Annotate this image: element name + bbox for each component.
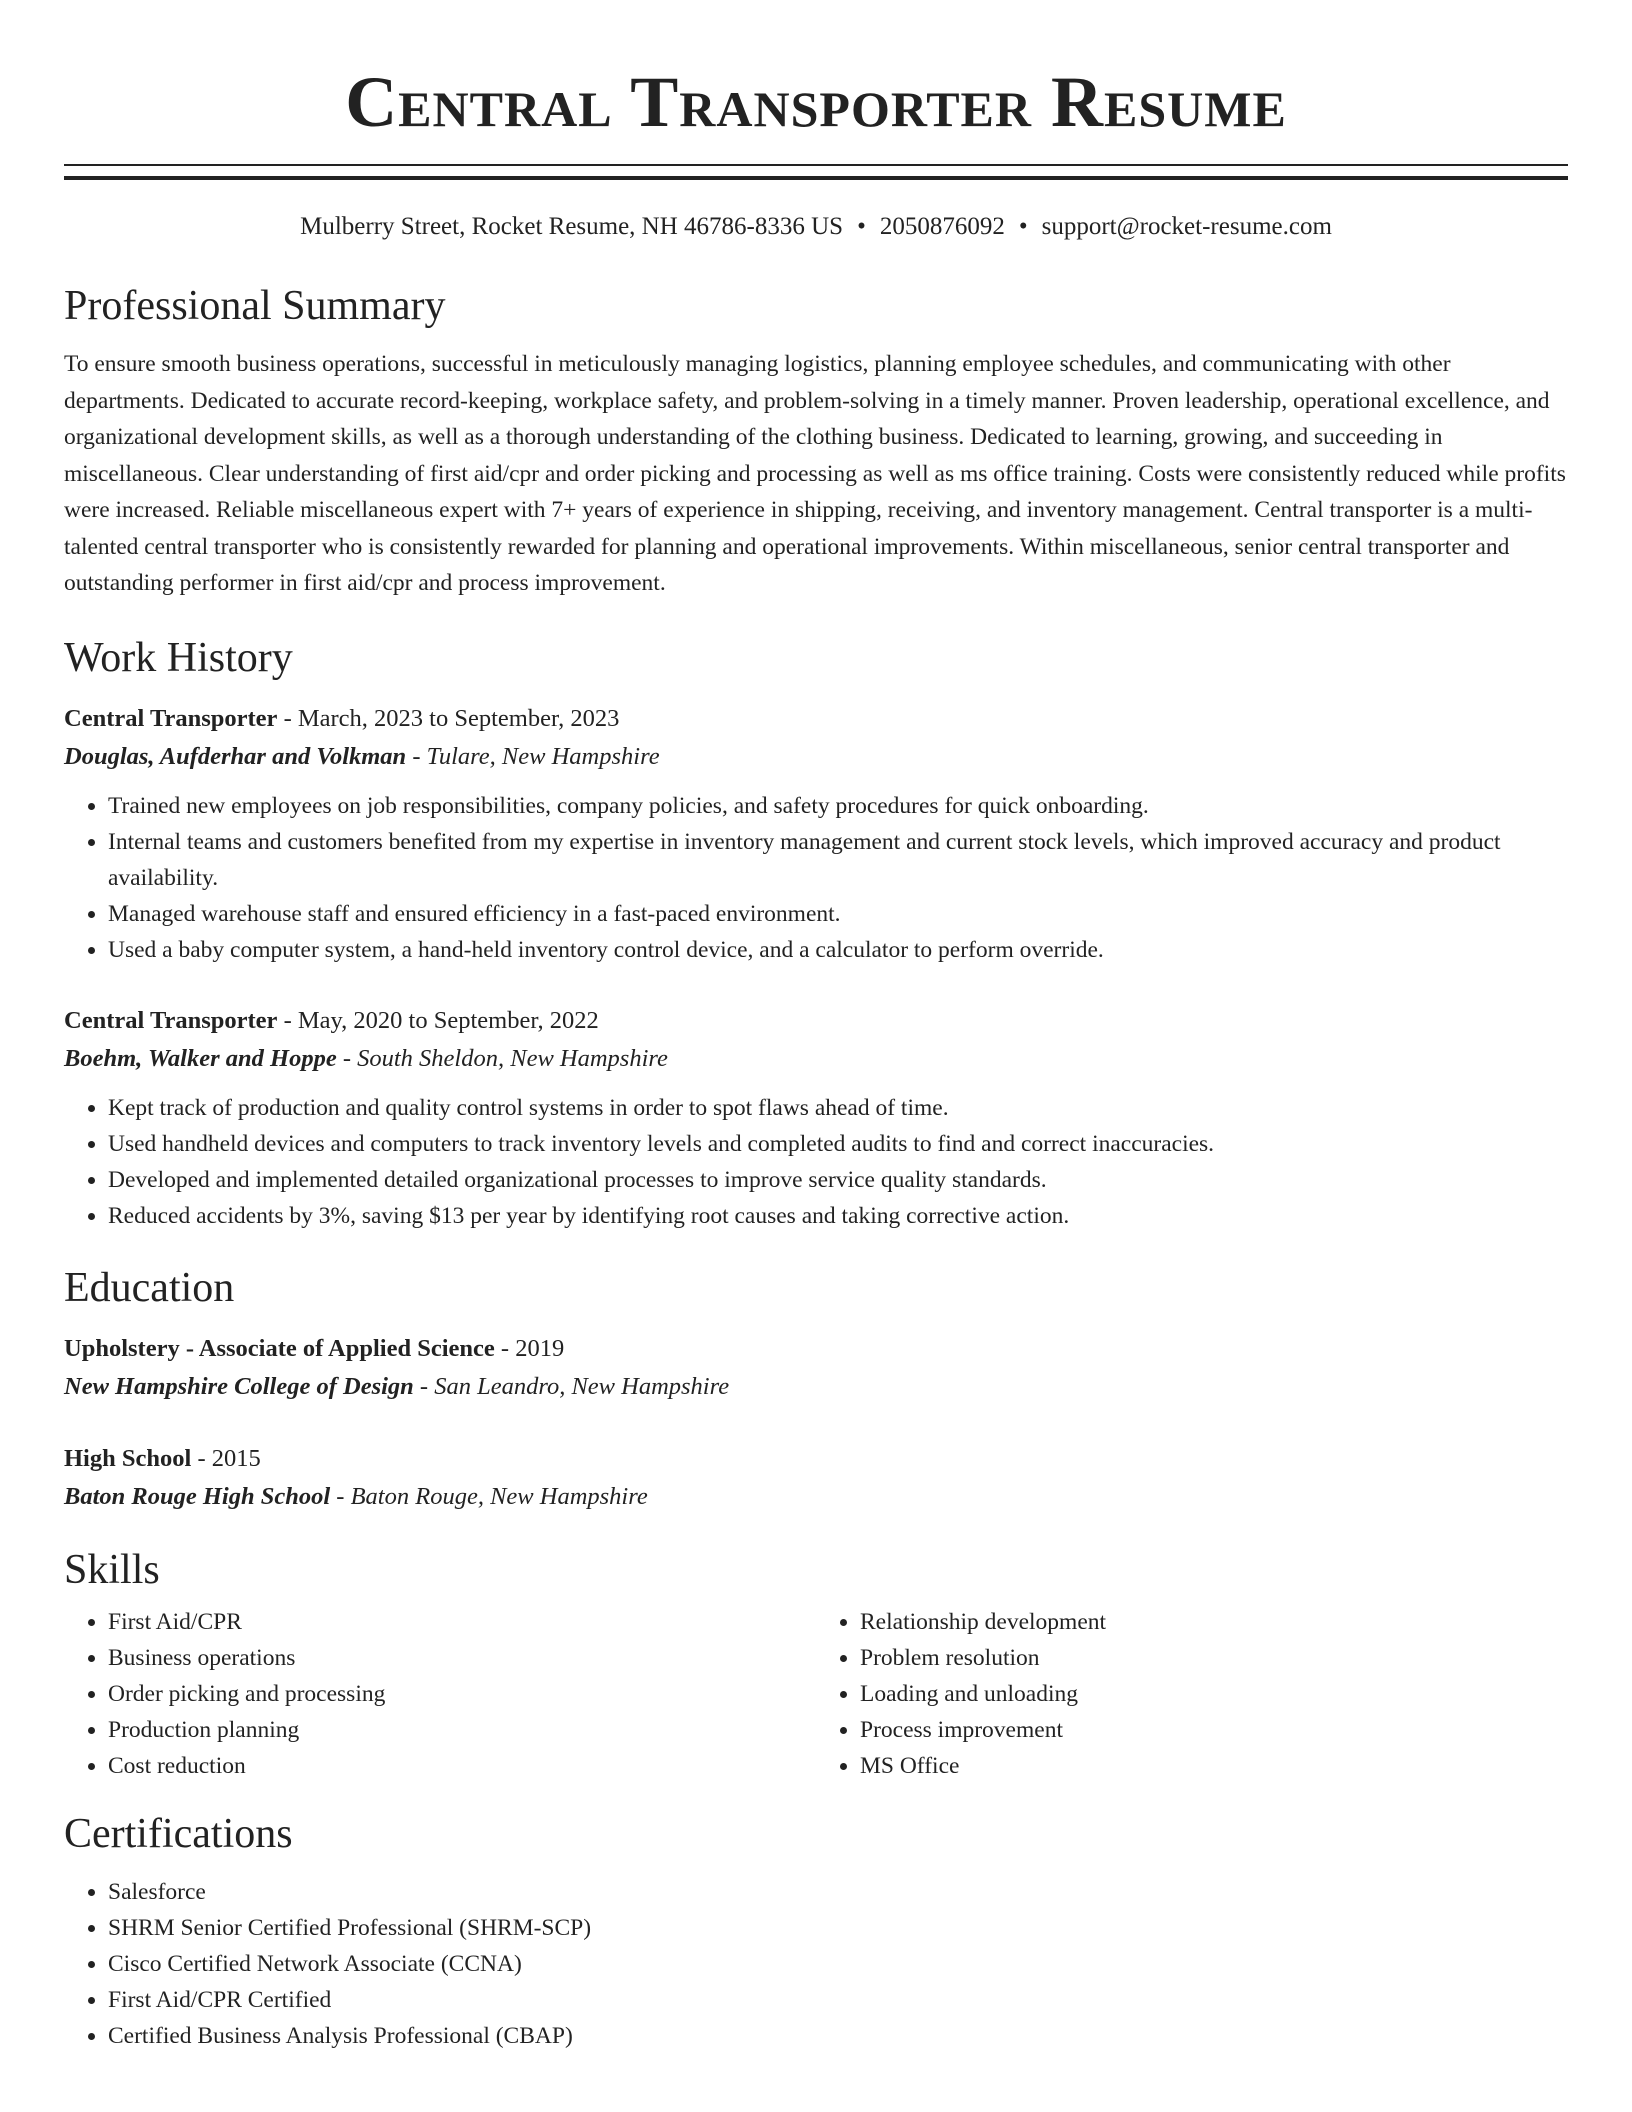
contact-separator: • [1018,213,1028,240]
skills-list-right [816,1604,1568,1784]
job-location: - Tulare, New Hampshire [406,742,660,770]
skill-item: • Process improvement [860,1712,1568,1748]
job-location: - South Sheldon, New Hampshire [336,1044,668,1072]
skills-grid [64,1604,1568,1784]
resume-name: Central Transporter Resume [345,62,1287,142]
skill-item: • Cost reduction [108,1748,816,1784]
education-degree: High School [64,1444,192,1472]
job-entry [64,700,1568,968]
certification-item: • Cisco Certified Network Associate (CCNA) [108,1946,1568,1982]
job-dates: - May, 2020 to September, 2022 [277,1006,599,1034]
job-bullet: • Kept track of production and quality control systems in order to spot flaws ahead of time. [108,1090,1568,1126]
certification-item: • Certified Business Analysis Professional (CBAP) [108,2018,1568,2054]
education-year: - 2019 [494,1334,565,1362]
education-school-line [64,1478,1568,1516]
job-bullet: • Internal teams and customers benefited from my expertise in inventory management and current stock levels, which improved accuracy and product availability. [108,824,1568,896]
education-school: New Hampshire College of Design [64,1372,414,1400]
education-year: - 2015 [191,1444,261,1472]
skill-item: • Loading and unloading [860,1676,1568,1712]
job-company: Douglas, Aufderhar and Volkman [64,742,407,770]
job-bullet: • Developed and implemented detailed organizational processes to improve service quality standards. [108,1162,1568,1198]
skill-item: • Production planning [108,1712,816,1748]
contact-line [64,210,1568,244]
section-title-skills: Skills [64,1546,160,1593]
job-bullet: • Trained new employees on job responsibilities, company policies, and safety procedures for quick onboarding. [108,788,1568,824]
job-bullet: • Used handheld devices and computers to track inventory levels and completed audits to find and correct inaccuracies. [108,1126,1568,1162]
job-bullets [64,788,1568,968]
job-company: Boehm, Walker and Hoppe [64,1044,337,1072]
skill-item: • First Aid/CPR [108,1604,816,1640]
education-entry [64,1330,1568,1406]
contact-separator: • [857,213,866,240]
section-title-education: Education [64,1264,235,1311]
job-dates: - March, 2023 to September, 2023 [277,704,620,732]
certification-item: • Salesforce [108,1874,1568,1910]
job-title-line [64,700,1568,738]
job-bullet: • Reduced accidents by 3%, saving $13 per year by identifying root causes and taking corrective action. [108,1198,1568,1234]
contact-email: support@rocket-resume.com [1041,213,1332,240]
skill-item: • Relationship development [860,1604,1568,1640]
contact-address: Mulberry Street, Rocket Resume, NH 46786-8336 US [300,213,844,240]
skill-item: • Business operations [108,1640,816,1676]
header-divider [64,164,1568,180]
job-position: Central Transporter [64,704,278,732]
certification-item: • First Aid/CPR Certified [108,1982,1568,2018]
section-title-summary: Professional Summary [64,283,446,329]
section-title-work-history: Work History [64,634,293,681]
education-degree: Upholstery - Associate of Applied Science [64,1334,495,1362]
education-degree-line [64,1330,1568,1368]
skill-item: • Order picking and processing [108,1676,816,1712]
contact-phone: 2050876092 [879,213,1005,240]
section-title-certifications: Certifications [64,1810,293,1857]
skills-list-left [64,1604,816,1784]
education-school-line [64,1368,1568,1406]
job-entry [64,1002,1568,1234]
education-entry [64,1440,1568,1516]
education-school: Baton Rouge High School [64,1482,331,1510]
job-bullet: • Used a baby computer system, a hand-held inventory control device, and a calculator to perform override. [108,932,1568,968]
job-company-line [64,738,1568,776]
job-bullet: • Managed warehouse staff and ensured efficiency in a fast-paced environment. [108,896,1568,932]
job-bullets [64,1090,1568,1234]
certification-item: • SHRM Senior Certified Professional (SHRM-SCP) [108,1910,1568,1946]
skill-item: • MS Office [860,1748,1568,1784]
education-location: - Baton Rouge, New Hampshire [330,1482,648,1510]
education-degree-line [64,1440,1568,1478]
skill-item: • Problem resolution [860,1640,1568,1676]
summary-text: To ensure smooth business operations, successful in meticulously managing logistics, planning employee schedules, and communicating with other departments. Dedicated to accurate record-keeping, workplace safety, and problem-solving in a timely manner. Proven leadership, operational excellence, and organizational development skills, as well as a thorough understanding of the clothing business. Dedicated to learning, growing, and succeeding in miscellaneous. Clear understanding of first aid/cpr and order picking and processing as well as ms office training. Costs were consistently reduced while profits were increased. Reliable miscellaneous expert with 7+ years of experience in shipping, receiving, and inventory management. Central transporter is a multi-talented central transporter who is consistently rewarded for planning and operational improvements. Within miscellaneous, senior central transporter and outstanding performer in first aid/cpr and process improvement. [64,351,1566,596]
job-title-line [64,1002,1568,1040]
job-company-line [64,1040,1568,1078]
certifications-list [64,1874,1568,2054]
education-location: - San Leandro, New Hampshire [413,1372,730,1400]
job-position: Central Transporter [64,1006,278,1034]
